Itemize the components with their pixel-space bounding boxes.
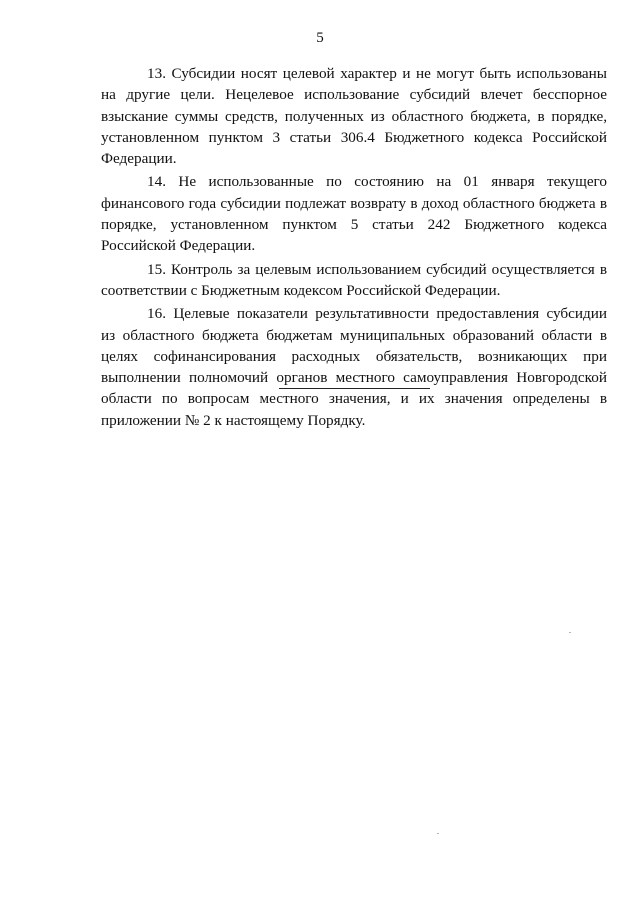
scan-speck xyxy=(437,833,439,834)
document-body xyxy=(101,63,607,433)
paragraph-14: 14. Не использованные по состоянию на 01 января текущего финансового года субсидии подлежат возврату в доход областного бюджета в порядке, установленном пунктом 5 статьи 242 Бюджетного кодекса Российской Федерации. xyxy=(101,173,607,255)
paragraph-13: 13. Субсидии носят целевой характер и не могут быть использованы на другие цели. Нецелевое использование субсидий влечет бесспорное взыскание суммы средств, полученных из областного бюджета, в порядке, установленном пунктом 3 статьи 306.4 Бюджетного кодекса Российской Федерации. xyxy=(101,65,607,168)
scan-speck xyxy=(569,632,571,633)
page-number: 5 xyxy=(316,30,324,46)
paragraph-15: 15. Контроль за целевым использованием субсидий осуществляется в соответствии с Бюджетным кодексом Российской Федерации. xyxy=(101,260,607,299)
paragraph-16: 16. Целевые показатели результативности предоставления субсидии из областного бюджета бюджетам муниципальных образований области в целях софинансирования расходных обязательств, возникающих при выполнении полномочий органов местного самоуправления Новгородской области по вопросам местного значения, и их значения определены в приложении № 2 к настоящему Порядку. xyxy=(101,305,607,429)
end-of-text-rule xyxy=(279,388,430,389)
